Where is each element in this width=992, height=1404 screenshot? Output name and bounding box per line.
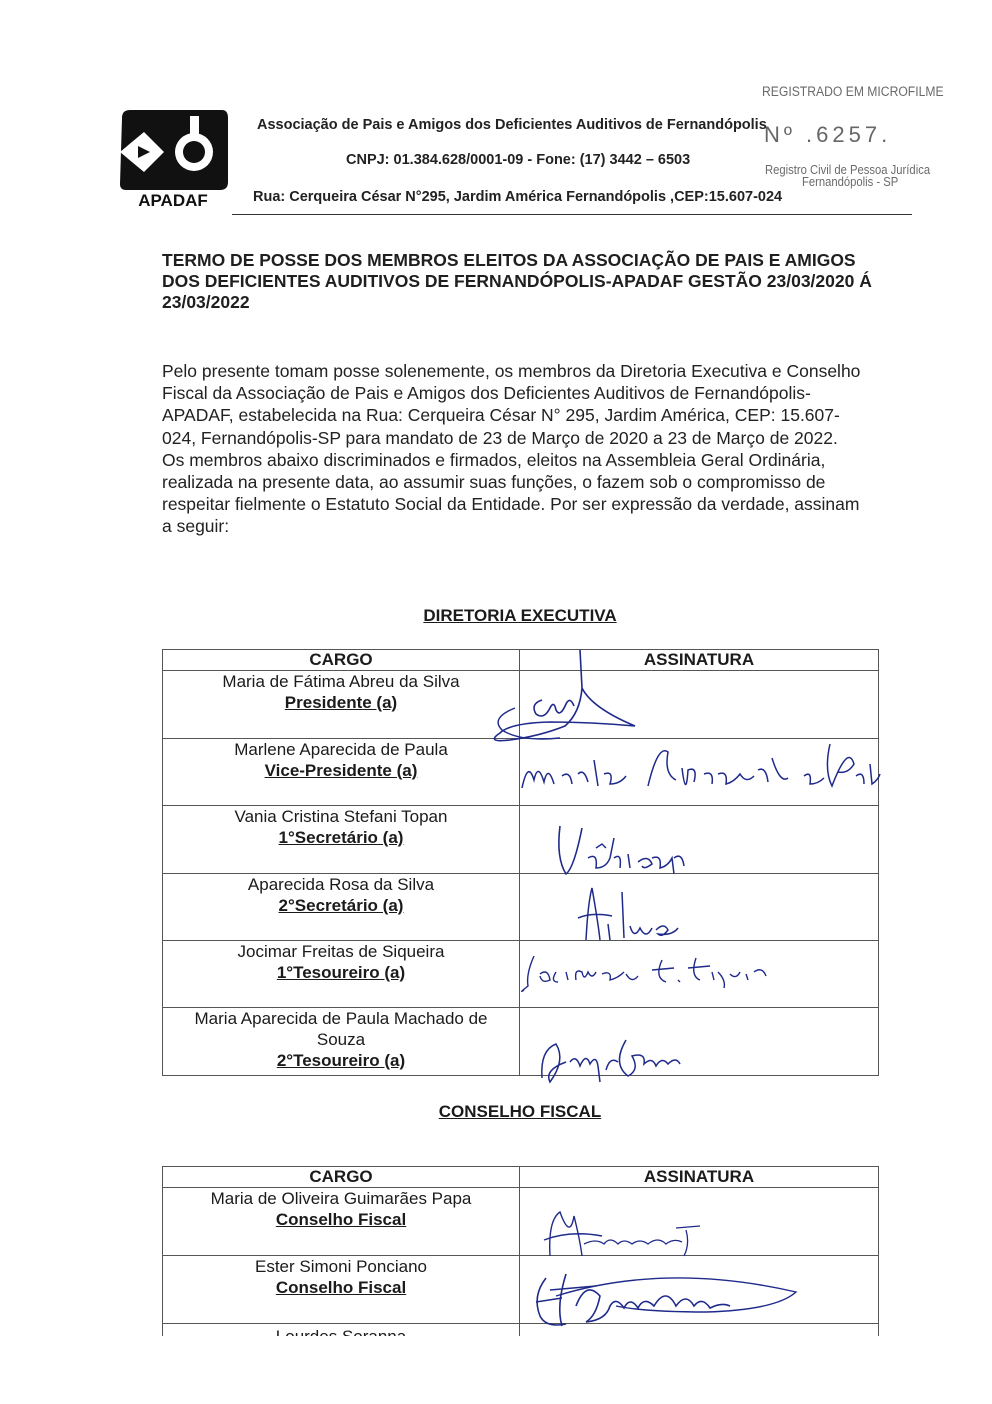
- table-row: [163, 806, 879, 874]
- org-name: Associação de Pais e Amigos dos Deficientes Auditivos de Fernandópolis: [257, 117, 767, 133]
- table-row: [163, 874, 879, 941]
- member-name: Jocimar Freitas de Siqueira: [237, 942, 445, 961]
- table-header-row: [163, 1167, 879, 1188]
- header-divider: [232, 214, 912, 215]
- member-role: 1°Secretário (a): [278, 828, 404, 847]
- member-role: Conselho Fiscal: [275, 1278, 407, 1297]
- member-cell: [163, 806, 520, 874]
- member-role: Vice-Presidente (a): [264, 761, 418, 780]
- table-row: [163, 941, 879, 1008]
- document-title: TERMO DE POSSE DOS MEMBROS ELEITOS DA ASSOCIAÇÃO DE PAIS E AMIGOS DOS DEFICIENTES AUDITIVOS DE FERNANDÓPOLIS-APADAF GESTÃO 23/03/2020 Á 23/03/2022: [162, 250, 872, 312]
- signature-cell: [520, 1256, 879, 1324]
- stamp-registrado: REGISTRADO EM MICROFILME: [762, 84, 944, 99]
- member-cell: [163, 671, 520, 739]
- member-cell: [163, 941, 520, 1008]
- member-cell: [163, 1188, 520, 1256]
- column-header-assinatura: ASSINATURA: [520, 1167, 879, 1188]
- signature-cell: [520, 874, 879, 941]
- member-role: 2°Secretário (a): [278, 896, 404, 915]
- signature-cell: [520, 941, 879, 1008]
- signature-cell: [520, 1188, 879, 1256]
- member-name: Marlene Aparecida de Paula: [234, 740, 448, 759]
- signature-cell: [520, 671, 879, 739]
- table-row: [163, 1256, 879, 1324]
- member-name: Aparecida Rosa da Silva: [247, 875, 435, 894]
- table-row: [163, 671, 879, 739]
- member-cell: [163, 874, 520, 941]
- member-cell: [163, 1256, 520, 1324]
- member-name: Maria de Oliveira Guimarães Papa: [210, 1189, 472, 1208]
- org-contact: CNPJ: 01.384.628/0001-09 - Fone: (17) 3442 – 6503: [346, 152, 691, 168]
- signature-cell: [520, 806, 879, 874]
- stamp-cartorio-line1: Registro Civil de Pessoa Jurídica: [765, 163, 931, 177]
- member-role: 2°Tesoureiro (a): [276, 1051, 406, 1070]
- org-address: Rua: Cerqueira César N°295, Jardim América Fernandópolis ,CEP:15.607-024: [253, 189, 783, 205]
- member-cell: [163, 739, 520, 806]
- table-header-row: [163, 650, 879, 671]
- document-body: [162, 360, 867, 538]
- table-row: [163, 1008, 879, 1076]
- member-name: Maria Aparecida de Paula Machado de Souza: [194, 1009, 488, 1049]
- body-paragraph-2: Os membros abaixo discriminados e firmados, eleitos na Assembleia Geral Ordinária, realizada na presente data, ao assumir suas funções, o fazem sob o compromisso de respeitar fielmente o Estatuto Social da Entidade. Por ser expressão da verdade, assinam a seguir:: [162, 449, 860, 537]
- table-row: [163, 739, 879, 806]
- diretoria-table: [162, 649, 879, 1076]
- conselho-table: [162, 1166, 879, 1354]
- page-bottom-margin: [140, 1336, 900, 1404]
- member-role: Presidente (a): [284, 693, 398, 712]
- column-header-cargo: CARGO: [163, 1167, 520, 1188]
- apadaf-logo: [116, 108, 230, 208]
- column-header-assinatura: ASSINATURA: [520, 650, 879, 671]
- logo-wordmark: APADAF: [138, 191, 208, 208]
- section-heading-diretoria: DIRETORIA EXECUTIVA: [423, 606, 617, 625]
- body-paragraph-1: Pelo presente tomam posse solenemente, os membros da Diretoria Executiva e Conselho Fiscal da Associação de Pais e Amigos dos Deficientes Auditivos de Fernandópolis-APADAF, estabelecida na Rua: Cerqueira César N° 295, Jardim América, CEP: 15.607-024, Fernandópolis-SP para mandato de 23 de Março de 2020 a 23 de Março de 2022.: [162, 361, 861, 448]
- section-heading-conselho: CONSELHO FISCAL: [438, 1102, 602, 1121]
- member-name: Vania Cristina Stefani Topan: [234, 807, 448, 826]
- apadaf-logo-icon: [116, 108, 230, 208]
- member-role: 1°Tesoureiro (a): [276, 963, 406, 982]
- member-role: Conselho Fiscal: [275, 1210, 407, 1229]
- stamp-cartorio-line2: Fernandópolis - SP: [802, 175, 899, 189]
- column-header-cargo: CARGO: [163, 650, 520, 671]
- table-row: [163, 1188, 879, 1256]
- member-cell: [163, 1008, 520, 1076]
- signature-cell: [520, 739, 879, 806]
- signature-cell: [520, 1008, 879, 1076]
- member-name: Maria de Fátima Abreu da Silva: [222, 672, 460, 691]
- stamp-numero: Nº .6257.: [764, 122, 892, 147]
- member-name: Ester Simoni Ponciano: [255, 1257, 427, 1276]
